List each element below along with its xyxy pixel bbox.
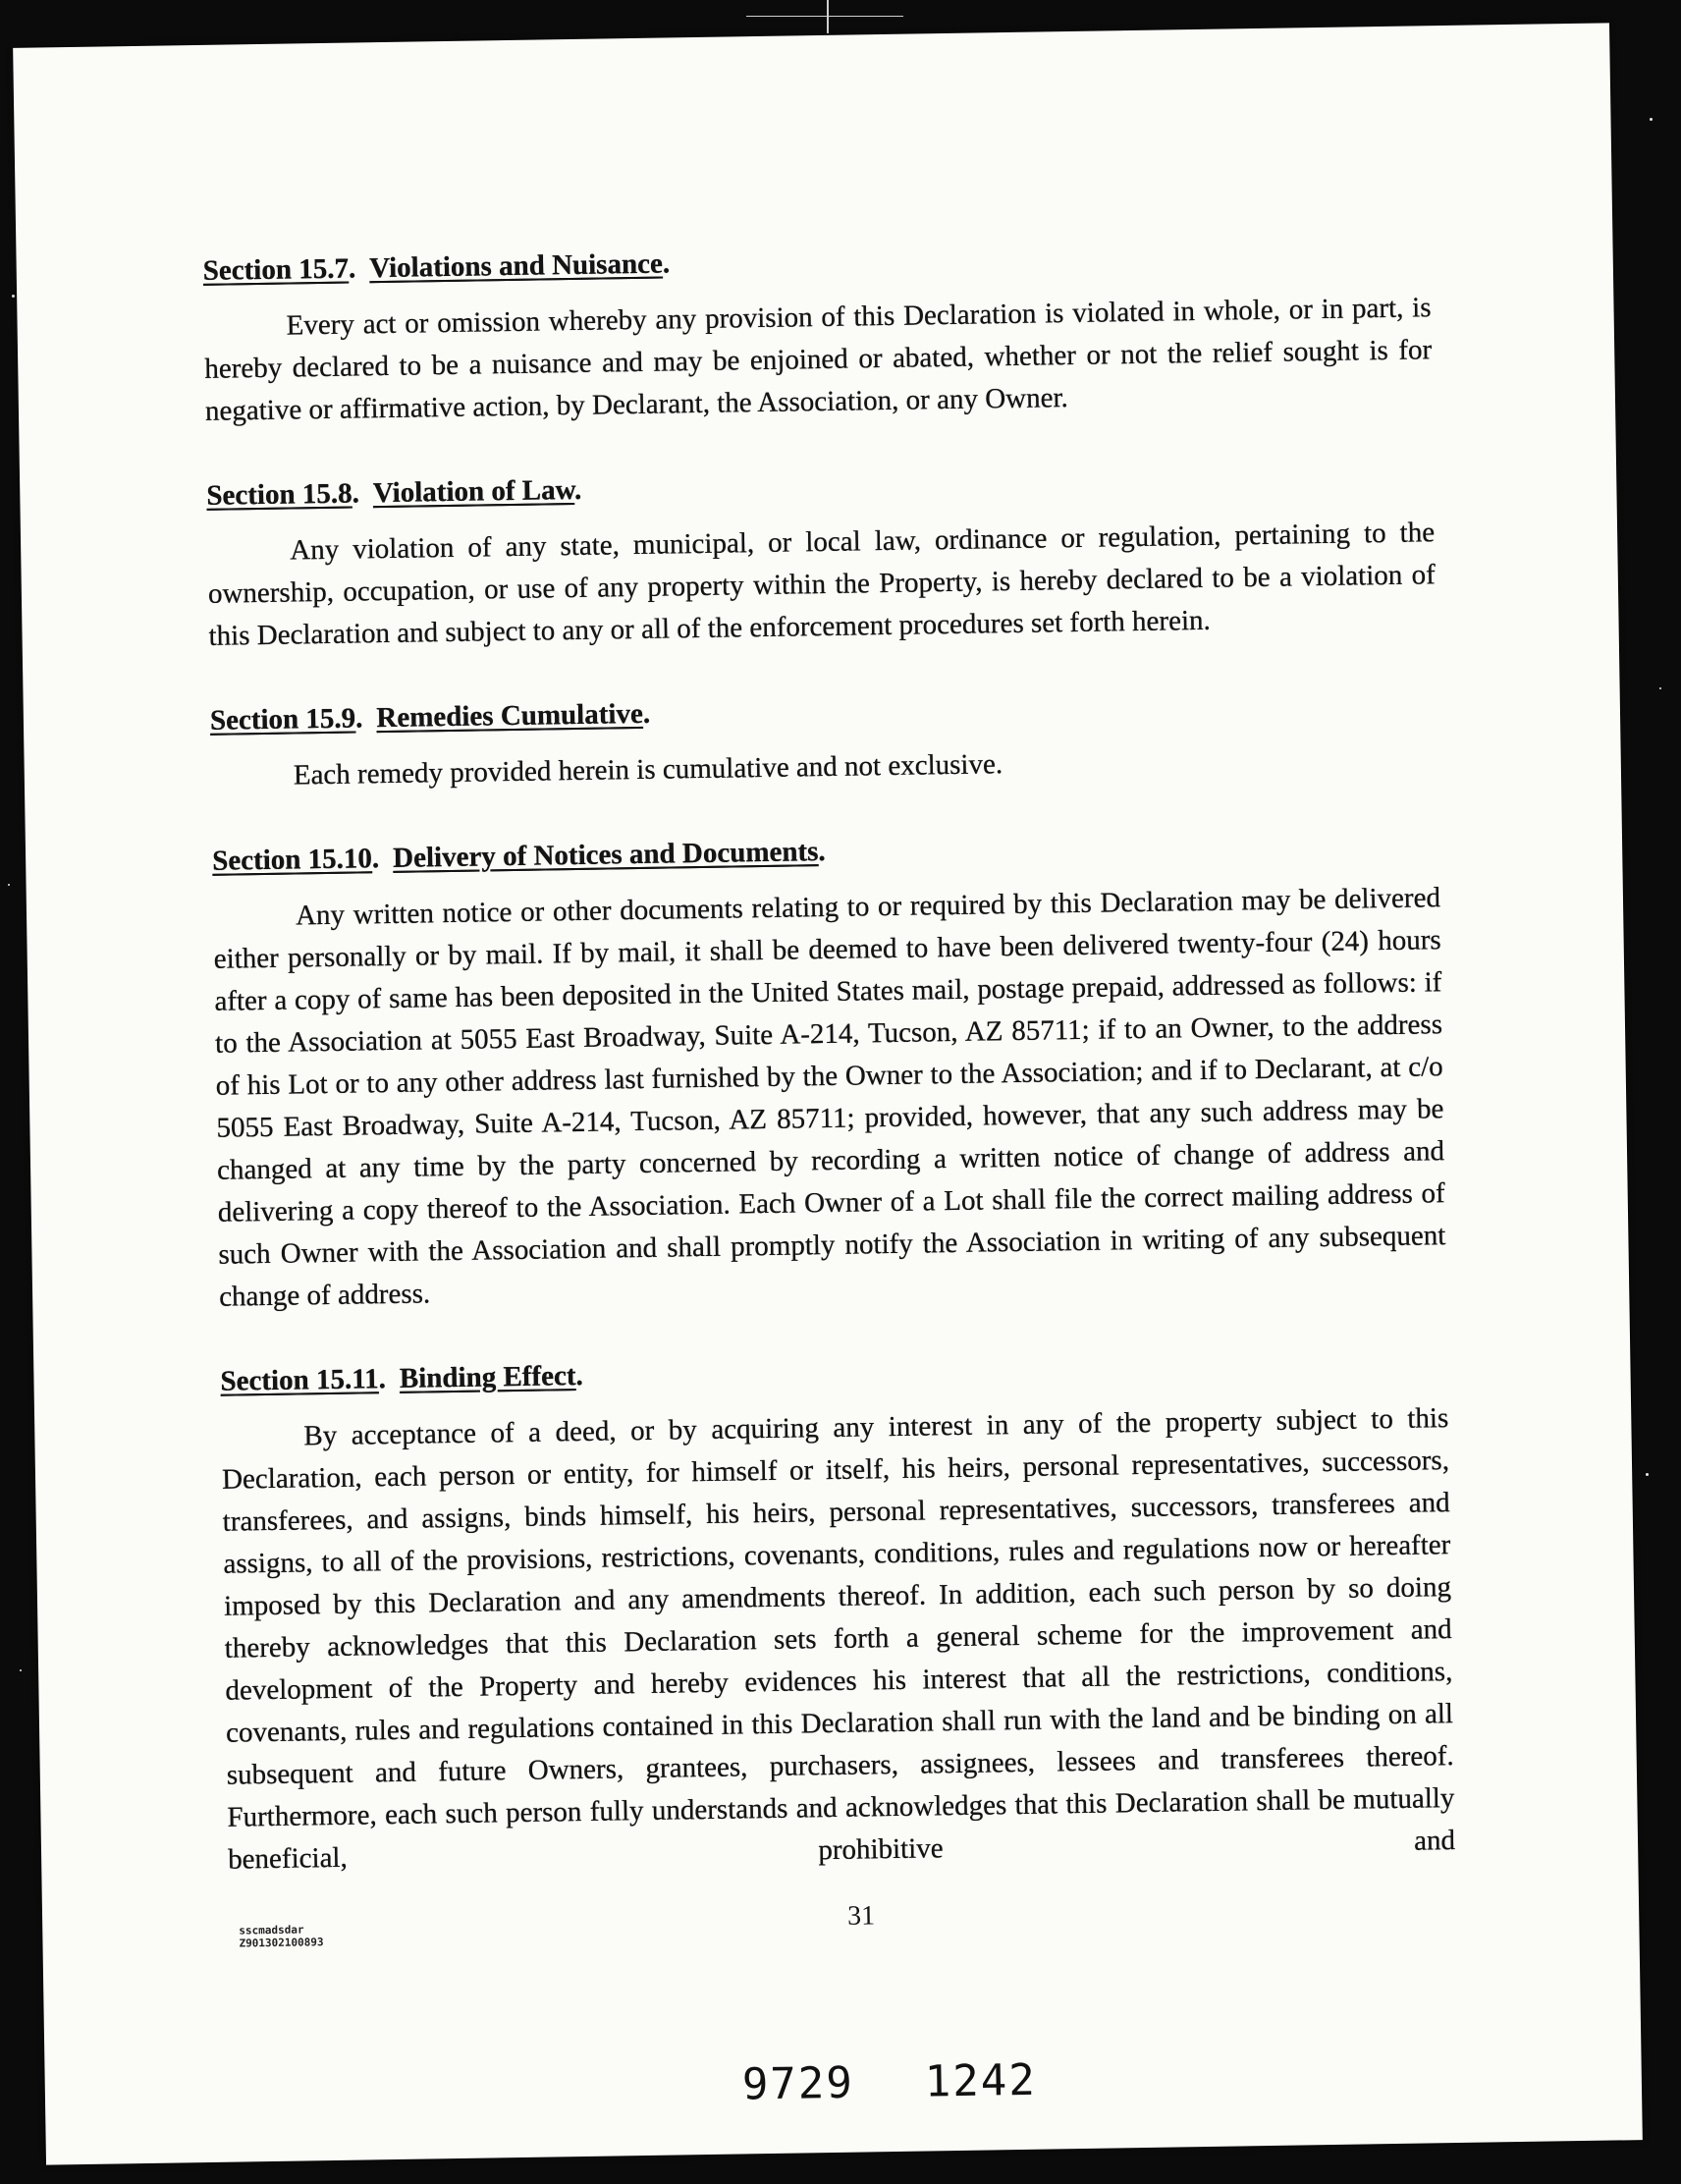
section-paragraph: Any written notice or other documents relating to or required by this Declaration may be delivered either personally or by mail. If by mail, it shall be deemed to have been delivered twenty-four (24) hours after a copy of same has been deposited in the United States mail, postage prepaid, addressed as follows: if to the Association at 5055 East Broadway, Suite A-214, Tucson, AZ 85711; if to an Owner, to the address of his Lot or to any other address last furnished by the Owner to the Association; and if to Declarant, at c/o 5055 East Broadway, Suite A-214, Tucson, AZ 85711; provided, however, that any such address may be changed at any time by the party concerned by recording a written notice of change of address and delivering a copy thereof to the Association. Each Owner of a Lot shall file the correct mailing address of such Owner with the Association and shall promptly notify the Association in writing of any subsequent change of address. [213,882,1446,1313]
section-heading: Section 15.7. Violations and Nuisance. [202,247,671,287]
page-number: 31 [846,1900,876,1932]
section-15-11 [220,1342,1455,1882]
recording-stamp [741,2055,1037,2110]
docket-number: 9729 [741,2057,855,2110]
section-paragraph: Any violation of any state, municipal, or local law, ordinance or regulation, pertaining to the ownership, occupation, or use of any property within the Property, is hereby declared to be a violation of this Declaration and subject to any or all of the enforcement procedures set forth herein. [207,517,1437,652]
section-number: Section 15.7 [202,252,350,287]
section-heading: Section 15.10. Delivery of Notices and Documents. [211,836,826,877]
section-15-9 [210,682,1438,798]
document-page [13,23,1643,2164]
section-title: Violations and Nuisance [368,247,664,285]
section-title: Delivery of Notices and Documents [392,836,819,874]
section-number: Section 15.9 [209,702,356,737]
section-title: Violation of Law [372,473,575,510]
section-title: Remedies Cumulative [376,697,644,735]
footer-file-code [239,1923,323,1949]
section-15-7 [202,232,1433,433]
section-heading: Section 15.8. Violation of Law. [206,473,582,512]
section-title: Binding Effect [399,1360,576,1394]
section-paragraph: Each remedy provided herein is cumulative and not exclusive. [293,748,1003,792]
footer-code-line: Z901302100893 [239,1936,324,1950]
footer-code-line: sscmadsdar [239,1923,304,1938]
document-body [202,232,1455,1881]
section-number: Section 15.11 [220,1363,379,1397]
section-number: Section 15.10 [211,843,373,877]
section-15-8 [206,457,1437,658]
section-paragraph: By acceptance of a deed, or by acquiring any interest in any of the property subject to this Declaration, each person or entity, for himself or itself, his heirs, personal representatives, successors, transferees, and assigns, binds himself, his heirs, personal representatives, successors, transferees and assigns, to all of the provisions, restrictions, covenants, conditions, rules and regulations now or hereafter imposed by this Declaration and any amendments thereof. In addition, each such person by so doing thereby acknowledges that this Declaration sets forth a general scheme for the improvement and development of the Property and hereby evidences his interest that all the restrictions, conditions, covenants, rules and regulations contained in this Declaration shall run with the land and be binding on all subsequent and future Owners, grantees, purchasers, assignees, lessees and transferees thereof. Furthermore, each such person fully understands and acknowledges that this Declaration shall be mutually beneficial, prohibitive and [221,1402,1456,1876]
section-number: Section 15.8 [206,477,352,512]
section-paragraph: Every act or omission whereby any provision of this Declaration is violated in whole, or in part, is hereby declared to be a nuisance and may be enjoined or abated, whether or not the relief sought is for negative or affirmative action, by Declarant, the Association, or any Owner. [204,292,1433,427]
section-15-10 [212,822,1446,1319]
section-heading: Section 15.9. Remedies Cumulative. [209,697,651,737]
section-heading: Section 15.11. Binding Effect. [220,1359,584,1397]
recording-page-number: 1242 [924,2054,1038,2107]
